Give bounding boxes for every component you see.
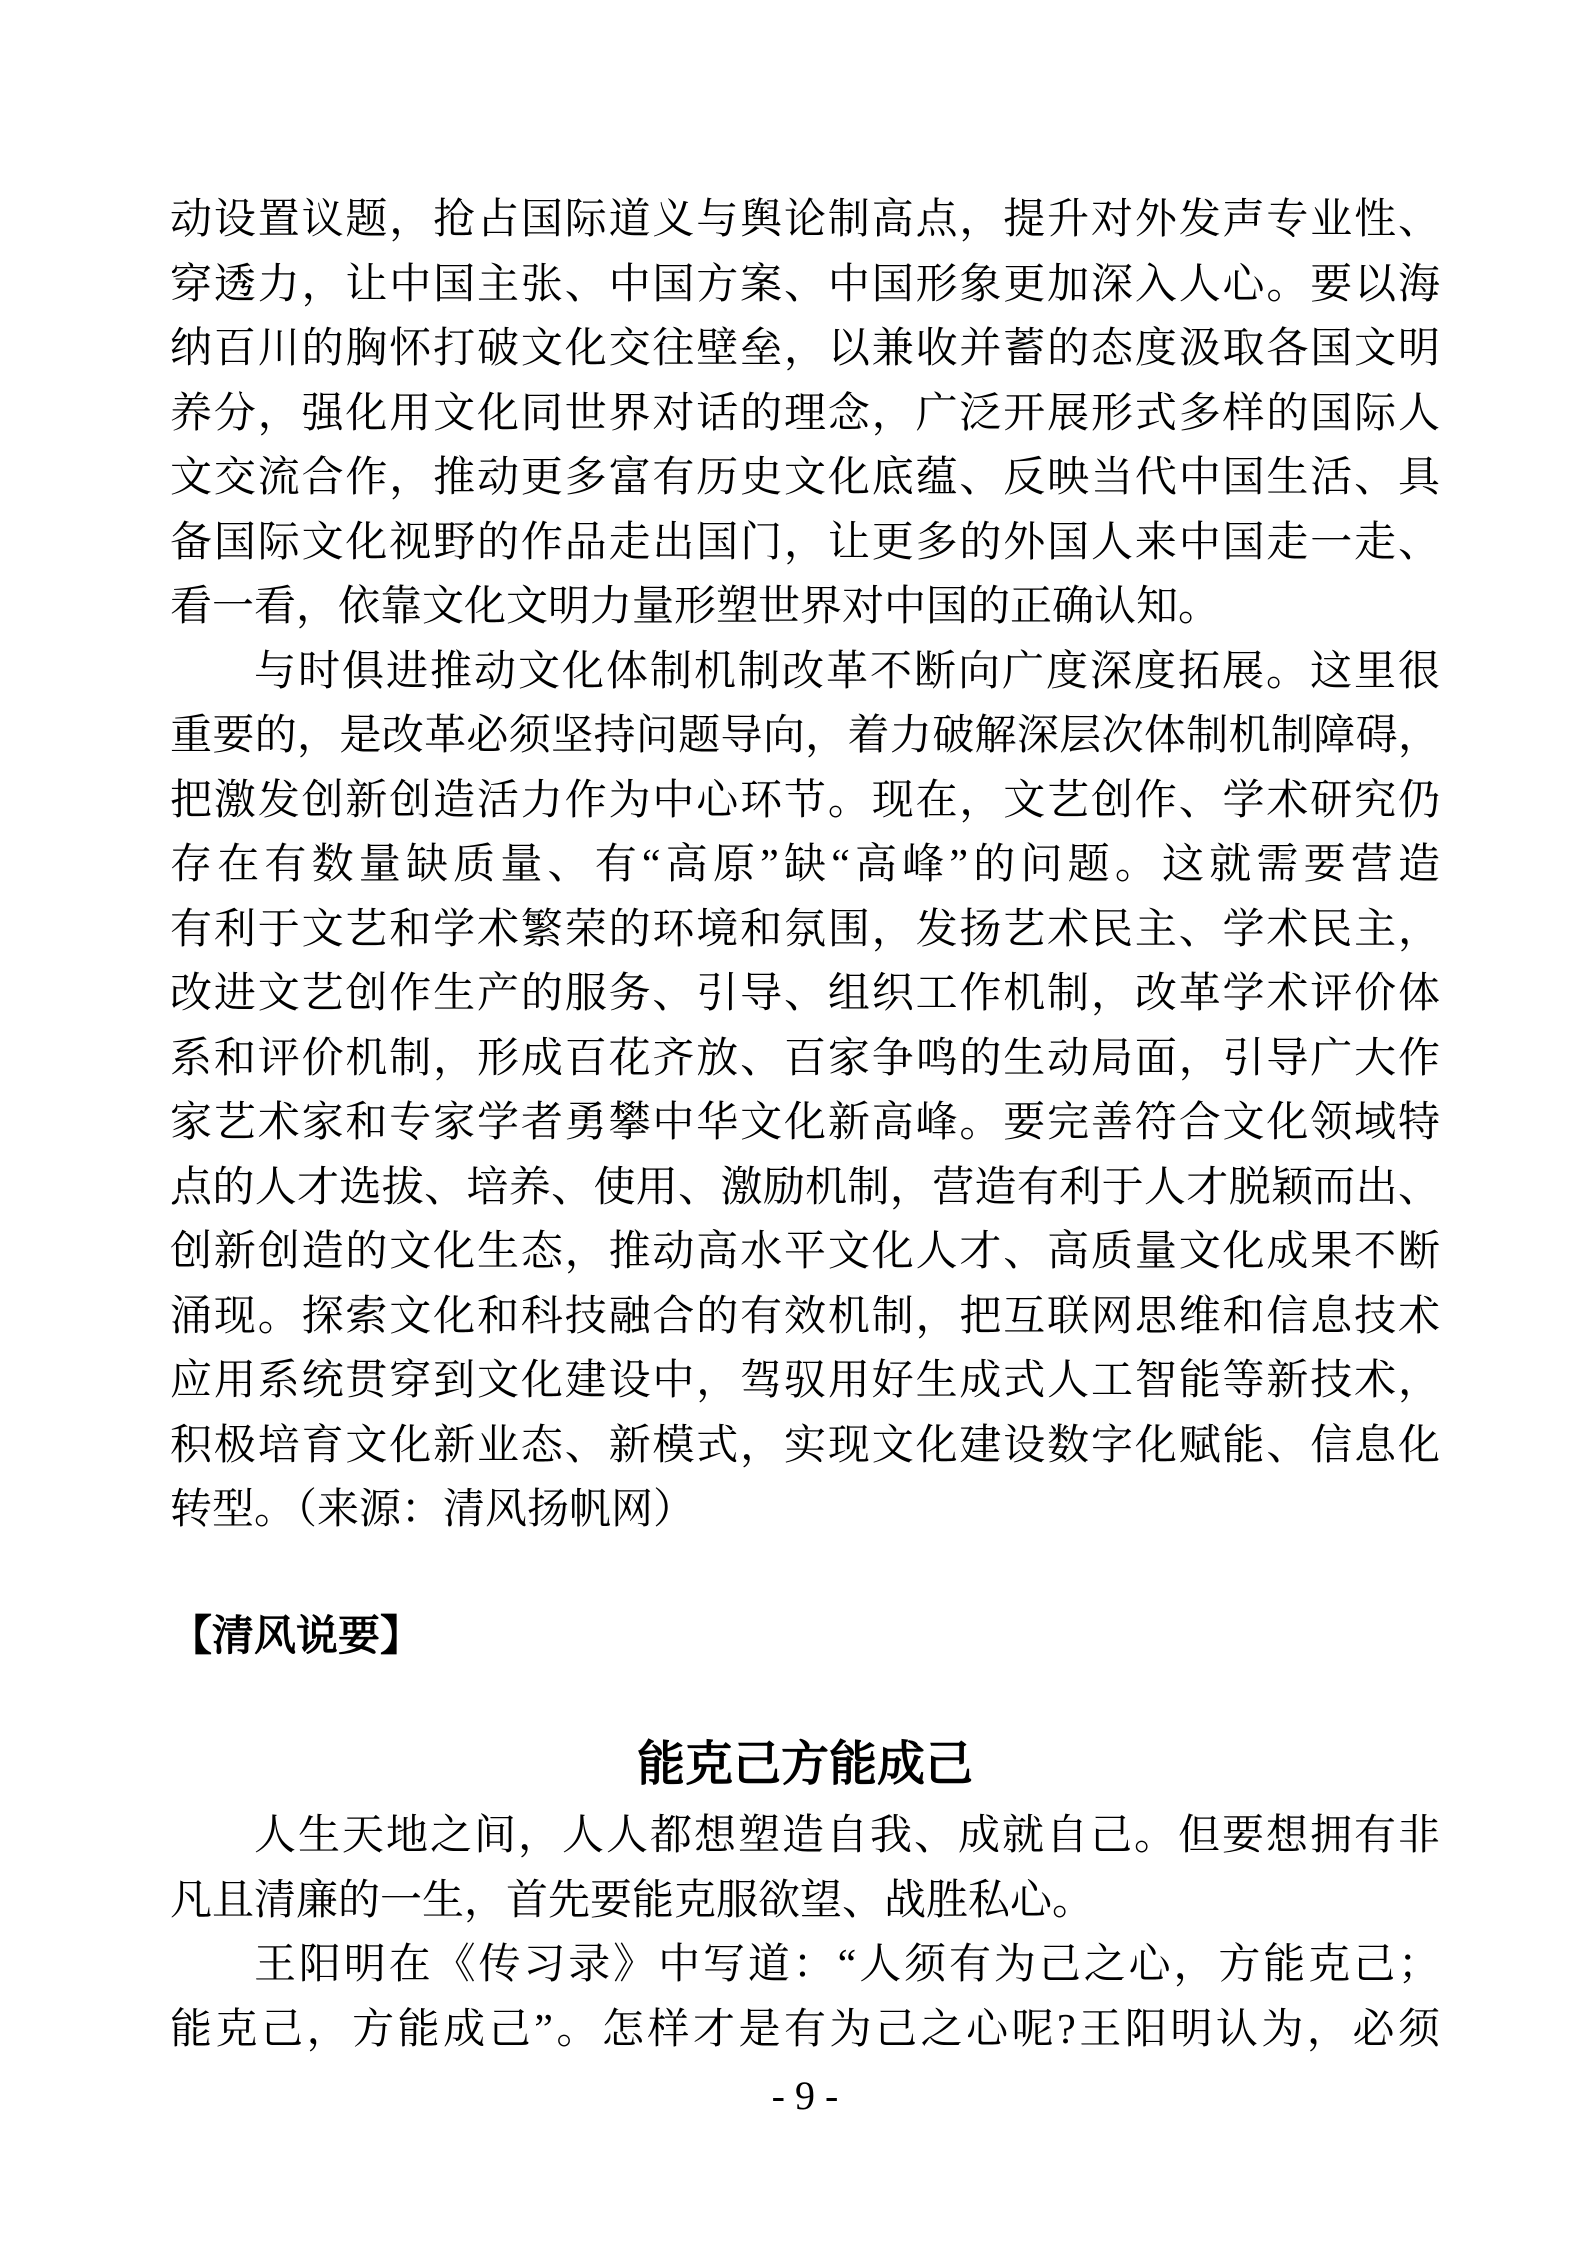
text-line: 改进文艺创作生产的服务、引导、组织工作机制，改革学术评价体 bbox=[170, 971, 1440, 1017]
text-line: 与时俱进推动文化体制机制改革不断向广度深度拓展。这里很 bbox=[254, 648, 1440, 695]
text-line: 能克己，方能成己”。怎样才是有为己之心呢?王阳明认为，必须 bbox=[170, 2006, 1440, 2053]
essay-title: 能克己方能成己 bbox=[636, 1738, 973, 1791]
text-line: 人生天地之间，人人都想塑造自我、成就自己。但要想拥有非 bbox=[254, 1813, 1440, 1859]
section-header: 【清风说要】 bbox=[170, 1613, 423, 1660]
text-line: 文交流合作，推动更多富有历史文化底蕴、反映当代中国生活、具 bbox=[170, 455, 1440, 501]
text-line: 穿透力，让中国主张、中国方案、中国形象更加深入人心。要以海 bbox=[170, 261, 1440, 308]
text-line: 家艺术家和专家学者勇攀中华文化新高峰。要完善符合文化领域特 bbox=[170, 1100, 1440, 1146]
document-body bbox=[170, 188, 1440, 2118]
text-line: 应用系统贯穿到文化建设中，驾驭用好生成式人工智能等新技术， bbox=[170, 1358, 1440, 1404]
paragraph bbox=[170, 1933, 1440, 2062]
text-line: 看一看，依靠文化文明力量形塑世界对中国的正确认知。 bbox=[170, 584, 1221, 630]
text-line: 点的人才选拔、培养、使用、激励机制，营造有利于人才脱颖而出、 bbox=[170, 1164, 1440, 1211]
paragraph bbox=[170, 188, 1440, 640]
text-line: 备国际文化视野的作品走出国门，让更多的外国人来中国走一走、 bbox=[170, 519, 1440, 566]
text-line: 涌现。探索文化和科技融合的有效机制，把互联网思维和信息技术 bbox=[170, 1293, 1440, 1340]
text-line: 重要的，是改革必须坚持问题导向，着力破解深层次体制机制障碍， bbox=[170, 713, 1440, 759]
paragraph bbox=[170, 1804, 1440, 1933]
text-line: 纳百川的胸怀打破文化交往壁垒，以兼收并蓄的态度汲取各国文明 bbox=[170, 326, 1440, 372]
text-line: 把激发创新创造活力作为中心环节。现在，文艺创作、学术研究仍 bbox=[170, 777, 1440, 824]
text-line: 积极培育文化新业态、新模式，实现文化建设数字化赋能、信息化 bbox=[170, 1422, 1440, 1469]
text-line: 系和评价机制，形成百花齐放、百家争鸣的生动局面，引导广大作 bbox=[170, 1035, 1440, 1082]
text-line: 凡且清廉的一生，首先要能克服欲望、战胜私心。 bbox=[170, 1877, 1095, 1924]
text-line: 存在有数量缺质量、有“高原”缺“高峰”的问题。这就需要营造 bbox=[170, 842, 1440, 888]
text-line: 养分，强化用文化同世界对话的理念，广泛开展形式多样的国际人 bbox=[170, 390, 1440, 437]
page-number: - 9 - bbox=[771, 2073, 839, 2118]
text-line: 王阳明在《传习录》中写道：“人须有为己之心，方能克己； bbox=[254, 1942, 1440, 1988]
text-line: 有利于文艺和学术繁荣的环境和氛围，发扬艺术民主、学术民主， bbox=[170, 906, 1440, 953]
paragraph bbox=[170, 640, 1440, 1543]
text-line: 转型。（来源：清风扬帆网） bbox=[170, 1487, 696, 1533]
text-line: 创新创造的文化生态，推动高水平文化人才、高质量文化成果不断 bbox=[170, 1229, 1440, 1275]
text-line: 动设置议题，抢占国际道义与舆论制高点，提升对外发声专业性、 bbox=[170, 197, 1440, 243]
